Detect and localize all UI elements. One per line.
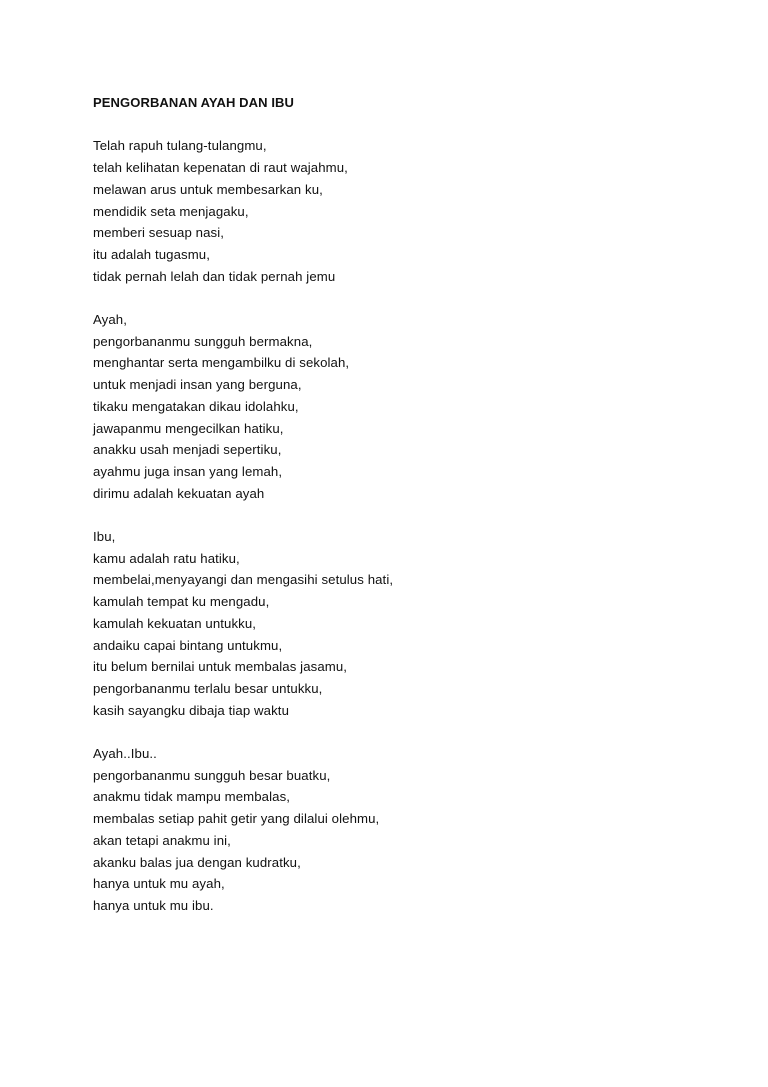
- poem-title: PENGORBANAN AYAH DAN IBU: [93, 95, 295, 110]
- poem: [93, 92, 713, 938]
- stanza-4: [93, 743, 713, 917]
- poem-line: untuk menjadi insan yang berguna,: [93, 377, 302, 393]
- poem-line: melawan arus untuk membesarkan ku,: [93, 181, 323, 197]
- stanza-3: [93, 526, 713, 721]
- poem-line: pengorbananmu terlalu besar untukku,: [93, 680, 323, 696]
- poem-line: Telah rapuh tulang-tulangmu,: [93, 138, 267, 154]
- poem-line: hanya untuk mu ibu.: [93, 897, 214, 913]
- poem-line: pengorbananmu sungguh bermakna,: [93, 333, 313, 349]
- poem-line: Ibu,: [93, 529, 116, 545]
- poem-line: andaiku capai bintang untukmu,: [93, 637, 283, 653]
- poem-line: jawapanmu mengecilkan hatiku,: [93, 420, 284, 436]
- poem-line: akan tetapi anakmu ini,: [93, 832, 231, 848]
- poem-line: tikaku mengatakan dikau idolahku,: [93, 398, 299, 414]
- poem-line: menghantar serta mengambilku di sekolah,: [93, 355, 350, 371]
- poem-line: itu belum bernilai untuk membalas jasamu,: [93, 659, 348, 675]
- poem-line: itu adalah tugasmu,: [93, 246, 211, 262]
- stanza-2: [93, 309, 713, 504]
- poem-line: kamulah tempat ku mengadu,: [93, 594, 270, 610]
- poem-line: kasih sayangku dibaja tiap waktu: [93, 702, 290, 718]
- poem-line: membalas setiap pahit getir yang dilalui olehmu,: [93, 811, 380, 827]
- poem-line: anakmu tidak mampu membalas,: [93, 789, 291, 805]
- poem-line: memberi sesuap nasi,: [93, 225, 225, 241]
- poem-line: telah kelihatan kepenatan di raut wajahmu,: [93, 160, 348, 176]
- poem-line: kamulah kekuatan untukku,: [93, 615, 257, 631]
- poem-line: tidak pernah lelah dan tidak pernah jemu: [93, 268, 336, 284]
- poem-line: anakku usah menjadi sepertiku,: [93, 442, 282, 458]
- poem-line: pengorbananmu sungguh besar buatku,: [93, 767, 331, 783]
- stanza-1: [93, 135, 713, 287]
- poem-line: Ayah..Ibu..: [93, 746, 157, 762]
- poem-line: dirimu adalah kekuatan ayah: [93, 485, 265, 501]
- poem-line: ayahmu juga insan yang lemah,: [93, 463, 283, 479]
- poem-line: hanya untuk mu ayah,: [93, 876, 225, 892]
- poem-line: kamu adalah ratu hatiku,: [93, 550, 240, 566]
- poem-line: membelai,menyayangi dan mengasihi setulus hati,: [93, 572, 394, 588]
- poem-line: Ayah,: [93, 312, 127, 327]
- poem-line: mendidik seta menjagaku,: [93, 203, 249, 219]
- poem-line: akanku balas jua dengan kudratku,: [93, 854, 301, 870]
